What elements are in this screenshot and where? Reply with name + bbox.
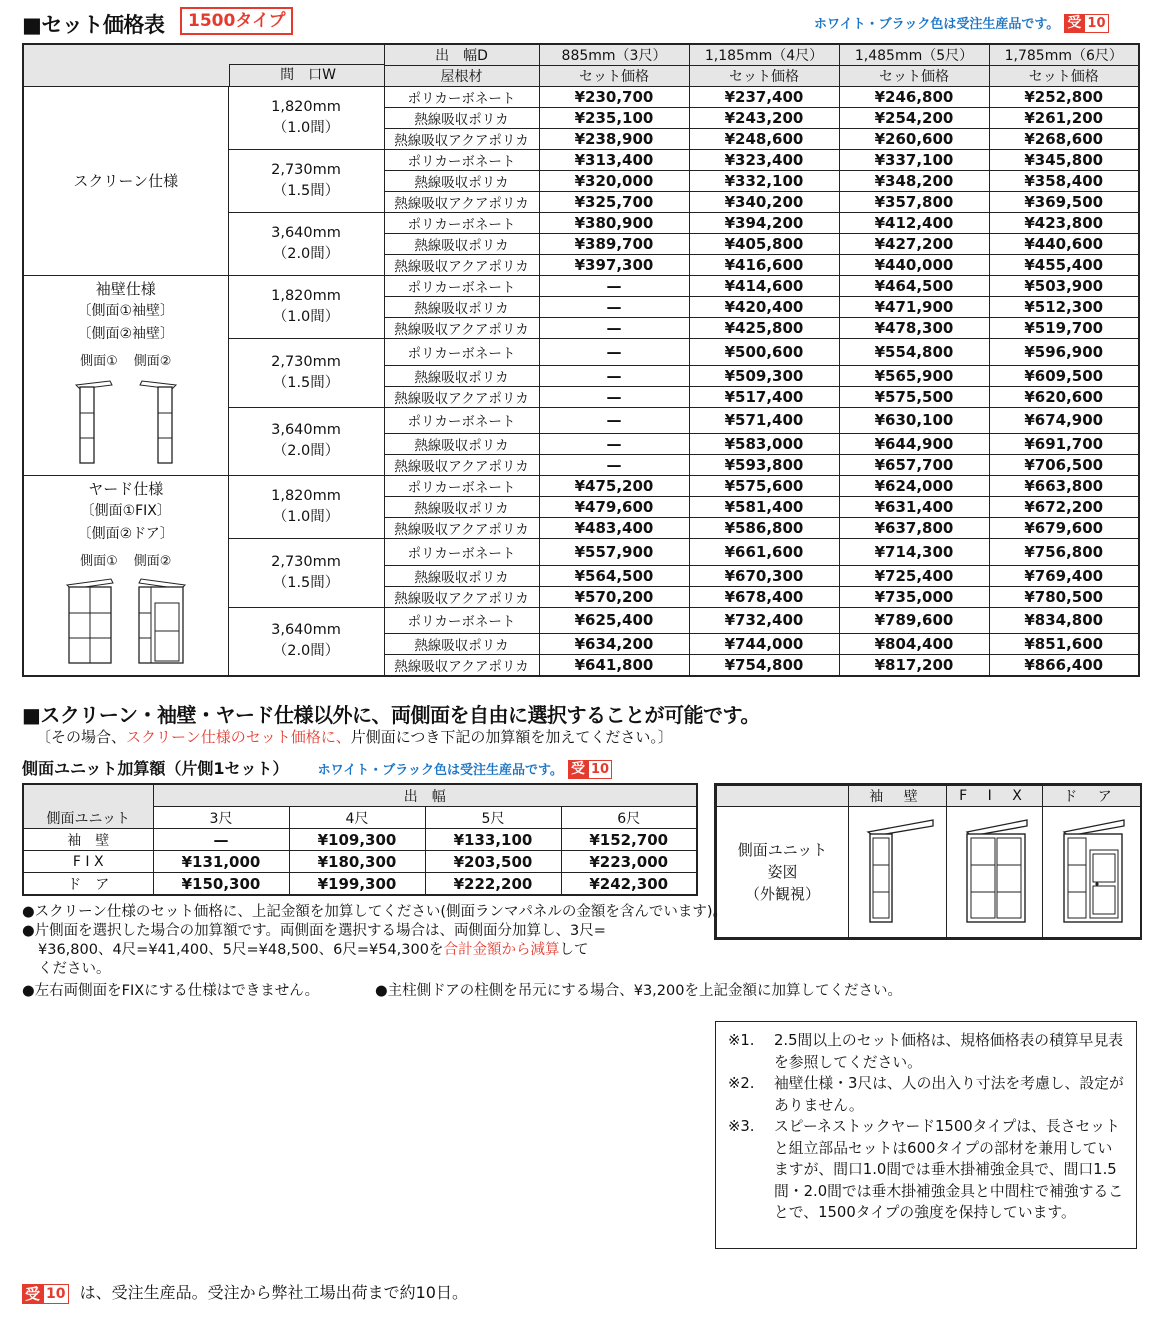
width-cell <box>228 339 384 408</box>
price-cell: ¥593,800 <box>689 455 839 476</box>
price-cell: ¥440,000 <box>839 255 989 276</box>
unit-size-1: 4尺 <box>289 807 425 829</box>
note-2b-red: 合計金額から減算 <box>443 942 560 958</box>
price-cell: ¥500,600 <box>689 339 839 366</box>
price-cell: — <box>539 455 689 476</box>
price-cell: ¥357,800 <box>839 192 989 213</box>
note-1: ●スクリーン仕様のセット価格に、上記金額を加算してください(側面ランマパネルの金額を含んでいます)。 <box>22 904 728 920</box>
roof-material: ポリカーボネート <box>384 339 539 366</box>
price-cell: ¥455,400 <box>989 255 1139 276</box>
uke-badge: 受 <box>568 760 588 779</box>
unit-depth-label: 出 幅 <box>153 784 697 807</box>
price-cell: ¥789,600 <box>839 607 989 634</box>
roof-material: 熱線吸収ポリカ <box>384 171 539 192</box>
fig-col-sodekabe: 袖 壁 <box>849 786 947 807</box>
unit-col-label-text: 側面ユニット <box>46 811 130 827</box>
price-cell: ¥596,900 <box>989 339 1139 366</box>
price-cell: ¥397,300 <box>539 255 689 276</box>
price-cell: ¥394,200 <box>689 213 839 234</box>
col-depth-label: 出 幅D <box>384 44 539 66</box>
price-cell: ¥609,500 <box>989 365 1139 386</box>
price-cell: ¥238,900 <box>539 129 689 150</box>
fig-col-door: ド ア <box>1043 786 1141 807</box>
footnote-text: 2.5間以上のセット価格は、規格価格表の積算早見表を参照してください。 <box>774 1032 1124 1071</box>
roof-material: ポリカーボネート <box>384 276 539 297</box>
price-cell: ¥780,500 <box>989 586 1139 607</box>
roof-material: ポリカーボネート <box>384 476 539 497</box>
price-cell: ¥620,600 <box>989 386 1139 407</box>
spec-group-2 <box>23 476 228 677</box>
roof-material: 熱線吸収アクアポリカ <box>384 318 539 339</box>
price-cell: ¥243,200 <box>689 108 839 129</box>
note-2a: ●片側面を選択した場合の加算額です。両側面を選択する場合は、両側面分加算し、3尺= <box>22 923 606 939</box>
price-cell: ¥581,400 <box>689 497 839 518</box>
price-cell: ¥416,600 <box>689 255 839 276</box>
footnote-item <box>728 1116 1126 1224</box>
uke-badge: 受 <box>1064 14 1084 33</box>
spec-side-2-text: 側面②袖壁 <box>91 326 161 342</box>
price-cell: ¥230,700 <box>539 87 689 108</box>
price-cell: ¥624,000 <box>839 476 989 497</box>
price-cell: ¥834,800 <box>989 607 1139 634</box>
price-cell: ¥564,500 <box>539 565 689 586</box>
price-cell: ¥464,500 <box>839 276 989 297</box>
roof-material: 熱線吸収アクアポリカ <box>384 655 539 677</box>
footnote-key: ※2. <box>728 1075 755 1092</box>
price-cell: ¥313,400 <box>539 150 689 171</box>
price-cell: — <box>539 276 689 297</box>
uke-number: 10 <box>43 1284 68 1304</box>
made-to-order-text: ホワイト・ブラック色は受注生産品です。 <box>814 17 1060 32</box>
width-cell <box>228 607 384 676</box>
roof-material: 熱線吸収ポリカ <box>384 297 539 318</box>
price-cell: ¥817,200 <box>839 655 989 677</box>
price-cell: ¥345,800 <box>989 150 1139 171</box>
price-cell: — <box>539 434 689 455</box>
price-cell: ¥641,800 <box>539 655 689 677</box>
price-cell: ¥483,400 <box>539 518 689 539</box>
roof-material: 熱線吸収ポリカ <box>384 634 539 655</box>
price-cell: ¥744,000 <box>689 634 839 655</box>
width-cell <box>228 539 384 608</box>
spec-side-2-text: 側面②ドア <box>91 526 160 542</box>
spec-side-1-text: 側面①FIX <box>94 503 157 519</box>
price-cell: ¥348,200 <box>839 171 989 192</box>
footnote-key: ※3. <box>728 1118 755 1135</box>
price-cell: ¥509,300 <box>689 365 839 386</box>
price-cell: ¥325,700 <box>539 192 689 213</box>
price-cell: — <box>539 365 689 386</box>
roof-material: 熱線吸収ポリカ <box>384 565 539 586</box>
width-mm: 2,730mm <box>271 353 341 370</box>
fig-fix <box>947 807 1043 938</box>
price-cell: ¥517,400 <box>689 386 839 407</box>
price-cell: ¥268,600 <box>989 129 1139 150</box>
price-cell: ¥252,800 <box>989 87 1139 108</box>
price-cell: ¥754,800 <box>689 655 839 677</box>
width-cell <box>228 476 384 539</box>
price-cell: ¥260,600 <box>839 129 989 150</box>
price-cell: ¥866,400 <box>989 655 1139 677</box>
price-cell: ¥570,200 <box>539 586 689 607</box>
unit-price-cell: ¥203,500 <box>425 851 561 873</box>
col-depth-2: 1,485mm（5尺） <box>839 44 989 66</box>
price-cell: ¥440,600 <box>989 234 1139 255</box>
width-ken: （2.0間） <box>272 443 340 460</box>
footer-text: は、受注生産品。受注から弊社工場出荷まで約10日。 <box>79 1283 468 1302</box>
price-cell: ¥657,700 <box>839 455 989 476</box>
width-ken: （2.0間） <box>272 246 340 262</box>
table-row <box>23 476 1139 497</box>
price-cell: ¥423,800 <box>989 213 1139 234</box>
footnote-text: スピーネストックヤード1500タイプは、長さセットと組立部品セットは600タイプの部材を兼用していますが、間口1.0間では垂木掛補強金具で、間口1.5間・2.0間では垂木掛補強金具と中間柱で補強することで、1500タイプの強度を保持しています。 <box>774 1118 1124 1221</box>
price-cell: ¥586,800 <box>689 518 839 539</box>
table-row <box>23 829 697 851</box>
spec-side-1: 〔側面①FIX〕 <box>80 503 171 519</box>
col-width-label: 間 口W <box>229 64 384 86</box>
width-mm: 3,640mm <box>271 422 341 439</box>
unit-table-title: 側面ユニット加算額（片側1セット） <box>22 759 289 778</box>
price-cell: ¥519,700 <box>989 318 1139 339</box>
roof-material: ポリカーボネート <box>384 87 539 108</box>
roof-material: 熱線吸収アクアポリカ <box>384 192 539 213</box>
col-depth-0: 885mm（3尺） <box>539 44 689 66</box>
roof-material: 熱線吸収アクアポリカ <box>384 386 539 407</box>
price-cell: ¥756,800 <box>989 539 1139 566</box>
price-cell: ¥261,200 <box>989 108 1139 129</box>
width-cell <box>228 150 384 213</box>
width-mm: 1,820mm <box>271 288 341 304</box>
price-cell: ¥630,100 <box>839 407 989 434</box>
price-cell: ¥237,400 <box>689 87 839 108</box>
width-cell <box>228 407 384 476</box>
price-cell: ¥512,300 <box>989 297 1139 318</box>
price-cell: ¥571,400 <box>689 407 839 434</box>
table-row <box>23 873 697 896</box>
width-cell <box>228 213 384 276</box>
price-cell: ¥804,400 <box>839 634 989 655</box>
price-cell: ¥714,300 <box>839 539 989 566</box>
price-cell: ¥663,800 <box>989 476 1139 497</box>
price-cell: — <box>539 297 689 318</box>
unit-price-cell: ¥133,100 <box>425 829 561 851</box>
price-cell: ¥670,300 <box>689 565 839 586</box>
col-depth-1: 1,185mm（4尺） <box>689 44 839 66</box>
width-mm: 3,640mm <box>271 225 341 241</box>
price-cell: ¥427,200 <box>839 234 989 255</box>
side-label-2: 側面② <box>133 354 172 369</box>
price-cell: ¥706,500 <box>989 455 1139 476</box>
col-set-price-3: セット価格 <box>989 66 1139 87</box>
unit-name: ド ア <box>23 873 153 896</box>
fig-header-empty <box>717 786 849 807</box>
section2-line-a: 〔その場合、 <box>36 728 127 746</box>
price-cell: ¥471,900 <box>839 297 989 318</box>
spec-group-1 <box>23 276 228 476</box>
roof-material: 熱線吸収ポリカ <box>384 434 539 455</box>
fix-figure-icon <box>955 810 1035 930</box>
price-cell: ¥583,000 <box>689 434 839 455</box>
unit-size-3: 6尺 <box>561 807 697 829</box>
price-cell: ¥674,900 <box>989 407 1139 434</box>
spec-side-1: 〔側面①袖壁〕 <box>77 303 175 319</box>
width-mm: 2,730mm <box>271 553 341 570</box>
price-cell: ¥637,800 <box>839 518 989 539</box>
footnote-box <box>715 1021 1137 1249</box>
fig-label-3: （外観視） <box>744 885 820 903</box>
unit-price-cell: — <box>153 829 289 851</box>
price-cell: ¥661,600 <box>689 539 839 566</box>
price-cell: ¥248,600 <box>689 129 839 150</box>
section2-line-b: 片側面につき下記の加算額を加えてください。〕 <box>350 728 673 746</box>
note-2d: ください。 <box>38 961 111 977</box>
width-ken: （1.5間） <box>272 574 340 591</box>
unit-table-note: ホワイト・ブラック色は受注生産品です。 <box>317 763 563 778</box>
fig-label-2: 姿図 <box>767 863 798 881</box>
spec-side-labels <box>80 350 171 373</box>
table-row <box>23 87 1139 108</box>
price-cell: ¥735,000 <box>839 586 989 607</box>
footnote-text: 袖壁仕様・3尺は、人の出入り寸法を考慮し、設定がありません。 <box>774 1075 1124 1114</box>
fig-label-1: 側面ユニット <box>737 841 828 859</box>
roof-material: 熱線吸収ポリカ <box>384 497 539 518</box>
price-cell: ¥380,900 <box>539 213 689 234</box>
type-tag: 1500タイプ <box>180 7 293 35</box>
width-ken: （1.0間） <box>272 120 340 136</box>
roof-material: 熱線吸収アクアポリカ <box>384 455 539 476</box>
note-2b <box>38 941 588 960</box>
price-cell: ¥557,900 <box>539 539 689 566</box>
page-title: ■セット価格表 <box>22 13 165 37</box>
price-cell: ¥358,400 <box>989 171 1139 192</box>
footnote-item <box>728 1073 1126 1116</box>
uke-number: 10 <box>588 760 612 779</box>
roof-material: ポリカーボネート <box>384 150 539 171</box>
price-cell: ¥412,400 <box>839 213 989 234</box>
roof-material: 熱線吸収ポリカ <box>384 234 539 255</box>
door-figure-icon <box>1052 810 1132 930</box>
width-ken: （1.0間） <box>272 309 340 325</box>
note-2b-text: ¥36,800、4尺=¥41,400、5尺=¥48,500、6尺=¥54,300を <box>38 942 444 958</box>
price-cell: ¥631,400 <box>839 497 989 518</box>
price-cell: ¥634,200 <box>539 634 689 655</box>
made-to-order-note <box>814 13 1109 33</box>
price-cell: ¥725,400 <box>839 565 989 586</box>
price-cell: ¥332,100 <box>689 171 839 192</box>
price-cell: ¥672,200 <box>989 497 1139 518</box>
spec-side-2: 〔側面②袖壁〕 <box>77 326 175 342</box>
section2-title: ■スクリーン・袖壁・ヤード仕様以外に、両側面を自由に選択することが可能です。 <box>22 703 760 727</box>
unit-price-cell: ¥180,300 <box>289 851 425 873</box>
roof-material: 熱線吸収アクアポリカ <box>384 255 539 276</box>
price-cell: ¥369,500 <box>989 192 1139 213</box>
uke-badge: 受 <box>22 1284 43 1304</box>
col-depth-3: 1,785mm（6尺） <box>989 44 1139 66</box>
roof-material: ポリカーボネート <box>384 213 539 234</box>
width-mm: 3,640mm <box>271 622 341 639</box>
side-label-1: 側面① <box>80 554 118 569</box>
price-cell: ¥575,600 <box>689 476 839 497</box>
roof-material: 熱線吸収ポリカ <box>384 108 539 129</box>
footnote-key: ※1. <box>728 1032 755 1049</box>
side-label-2: 側面② <box>133 554 172 569</box>
width-ken: （1.5間） <box>272 374 340 391</box>
price-cell: ¥323,400 <box>689 150 839 171</box>
col-set-price-2: セット価格 <box>839 66 989 87</box>
price-cell: ¥678,400 <box>689 586 839 607</box>
price-cell: ¥575,500 <box>839 386 989 407</box>
unit-price-cell: ¥109,300 <box>289 829 425 851</box>
unit-size-0: 3尺 <box>153 807 289 829</box>
fig-label <box>717 807 849 938</box>
price-cell: ¥475,200 <box>539 476 689 497</box>
roof-material: 熱線吸収アクアポリカ <box>384 518 539 539</box>
sodekabe-spec-icon <box>66 373 186 468</box>
price-cell: — <box>539 386 689 407</box>
price-cell: ¥246,800 <box>839 87 989 108</box>
fig-door <box>1043 807 1141 938</box>
price-cell: ¥420,400 <box>689 297 839 318</box>
set-price-table <box>22 43 1140 677</box>
roof-material: ポリカーボネート <box>384 407 539 434</box>
width-mm: 1,820mm <box>271 99 341 115</box>
unit-col-label <box>23 784 153 829</box>
width-mm: 2,730mm <box>271 162 341 178</box>
col-set-price-0: セット価格 <box>539 66 689 87</box>
spec-side-1-text: 側面①袖壁 <box>91 303 161 319</box>
price-cell: ¥565,900 <box>839 365 989 386</box>
width-ken: （1.0間） <box>272 509 340 525</box>
spec-side-2: 〔側面②ドア〕 <box>77 526 174 542</box>
unit-size-2: 5尺 <box>425 807 561 829</box>
spec-name: 袖壁仕様 <box>95 280 156 298</box>
roof-material: ポリカーボネート <box>384 607 539 634</box>
price-cell: ¥337,100 <box>839 150 989 171</box>
width-ken: （1.5間） <box>272 183 340 199</box>
col-set-price-1: セット価格 <box>689 66 839 87</box>
unit-price-cell: ¥222,200 <box>425 873 561 896</box>
table-row <box>23 851 697 873</box>
footnote-item <box>728 1030 1126 1073</box>
price-cell: ¥414,600 <box>689 276 839 297</box>
width-ken: （2.0間） <box>272 643 340 660</box>
unit-price-cell: ¥131,000 <box>153 851 289 873</box>
note-3b: ●主柱側ドアの柱側を吊元にする場合、¥3,200を上記金額に加算してください。 <box>375 983 902 999</box>
price-cell: ¥554,800 <box>839 339 989 366</box>
price-cell: ¥479,600 <box>539 497 689 518</box>
price-cell: ¥389,700 <box>539 234 689 255</box>
price-cell: ¥254,200 <box>839 108 989 129</box>
price-cell: ¥625,400 <box>539 607 689 634</box>
side-unit-figure-table <box>714 783 1142 940</box>
price-cell: — <box>539 339 689 366</box>
price-cell: ¥732,400 <box>689 607 839 634</box>
unit-price-cell: ¥242,300 <box>561 873 697 896</box>
fig-sodekabe <box>849 807 947 938</box>
side-unit-table <box>22 783 698 896</box>
roof-material: 熱線吸収アクアポリカ <box>384 129 539 150</box>
price-cell: ¥769,400 <box>989 565 1139 586</box>
unit-price-cell: ¥152,700 <box>561 829 697 851</box>
unit-table-heading <box>22 756 612 779</box>
price-cell: ¥503,900 <box>989 276 1139 297</box>
price-cell: — <box>539 318 689 339</box>
unit-price-cell: ¥150,300 <box>153 873 289 896</box>
width-mm: 1,820mm <box>271 488 341 504</box>
unit-name: 袖 壁 <box>23 829 153 851</box>
fig-col-fix: F I X <box>947 786 1043 807</box>
price-cell: ¥691,700 <box>989 434 1139 455</box>
price-cell: ¥478,300 <box>839 318 989 339</box>
price-cell: ¥235,100 <box>539 108 689 129</box>
section2-subtitle <box>36 726 673 747</box>
roof-material: ポリカーボネート <box>384 539 539 566</box>
spec-name: ヤード仕様 <box>88 480 164 498</box>
section2-line-red: スクリーン仕様のセット価格に、 <box>126 728 351 746</box>
uke-number: 10 <box>1084 14 1108 33</box>
unit-name: F I X <box>23 851 153 873</box>
side-label-1: 側面① <box>80 354 118 369</box>
price-cell: ¥644,900 <box>839 434 989 455</box>
spec-name: スクリーン仕様 <box>73 172 179 190</box>
roof-material: 熱線吸収ポリカ <box>384 365 539 386</box>
price-cell: ¥320,000 <box>539 171 689 192</box>
spec-figure <box>66 373 186 475</box>
header-corner <box>23 44 384 87</box>
unit-price-cell: ¥199,300 <box>289 873 425 896</box>
price-cell: ¥425,800 <box>689 318 839 339</box>
table-row <box>23 276 1139 297</box>
price-cell: ¥851,600 <box>989 634 1139 655</box>
spec-side-labels <box>80 550 171 573</box>
sodekabe-figure-icon <box>858 810 938 930</box>
col-roof-label: 屋根材 <box>384 66 539 87</box>
price-cell: ¥340,200 <box>689 192 839 213</box>
unit-price-cell: ¥223,000 <box>561 851 697 873</box>
spec-figure <box>61 573 191 675</box>
width-cell <box>228 276 384 339</box>
footer <box>22 1280 468 1304</box>
roof-material: 熱線吸収アクアポリカ <box>384 586 539 607</box>
note-3a: ●左右両側面をFIXにする仕様はできません。 <box>22 983 320 999</box>
price-cell: — <box>539 407 689 434</box>
width-cell <box>228 87 384 150</box>
yard-spec-icon <box>61 573 191 668</box>
spec-group-0 <box>23 87 228 276</box>
note-2b-tail: して <box>559 942 589 958</box>
price-cell: ¥679,600 <box>989 518 1139 539</box>
price-cell: ¥405,800 <box>689 234 839 255</box>
